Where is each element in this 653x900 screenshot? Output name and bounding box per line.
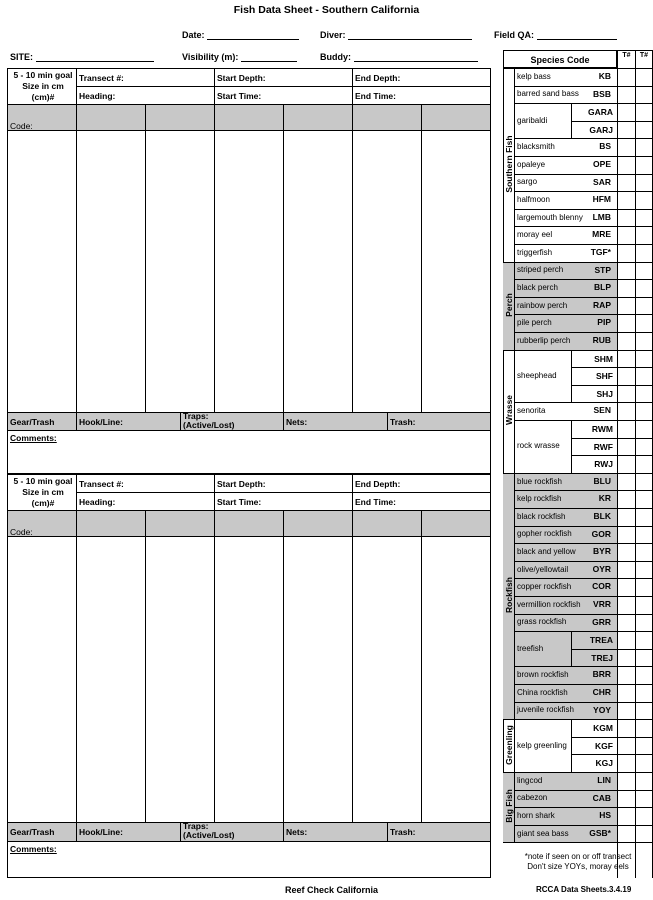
t1-cell[interactable]	[617, 737, 635, 755]
heading-label-1: Heading:	[79, 91, 116, 101]
t1-cell[interactable]	[617, 473, 635, 491]
species-code: BLK	[593, 511, 611, 521]
species-code: STP	[594, 264, 611, 275]
t1-cell[interactable]	[617, 807, 635, 825]
species-code: TREJ	[571, 649, 617, 667]
species-name: cabezon	[517, 793, 548, 803]
t2-cell[interactable]	[635, 262, 653, 280]
t2-cell[interactable]	[635, 420, 653, 438]
species-name: black perch	[517, 282, 558, 292]
species-code: OPE	[593, 159, 611, 169]
species-header-label: Species Code	[530, 55, 590, 65]
footer-org: Reef Check California	[285, 885, 379, 895]
t2-cell[interactable]	[635, 561, 653, 579]
species-code: KGJ	[571, 754, 617, 772]
group-label: Southern Fish	[504, 135, 514, 193]
t2-cell[interactable]	[635, 631, 653, 649]
species-name: black rockfish	[517, 511, 566, 521]
t2-cell[interactable]	[635, 455, 653, 473]
comments-label-2: Comments:	[10, 844, 57, 854]
field-qa-line	[537, 30, 617, 40]
t2-cell[interactable]	[635, 596, 653, 614]
comments-label-1: Comments:	[10, 433, 57, 443]
t1-cell[interactable]	[617, 438, 635, 456]
t2-cell[interactable]	[635, 649, 653, 667]
species-code: MRE	[592, 229, 611, 240]
end-depth-label-2: End Depth:	[355, 479, 401, 489]
t1-cell[interactable]	[617, 402, 635, 420]
species-code: RWF	[571, 438, 617, 456]
t2-cell[interactable]	[635, 367, 653, 385]
species-note	[503, 852, 653, 872]
t2-cell[interactable]	[635, 702, 653, 720]
t2-cell[interactable]	[635, 226, 653, 244]
trash-label-1: Trash:	[390, 417, 416, 427]
nets-label-2: Nets:	[286, 827, 308, 837]
t1-cell[interactable]	[617, 156, 635, 174]
species-name: gopher rockfish	[517, 529, 572, 539]
species-name: treefish	[517, 643, 544, 653]
species-name: blacksmith	[517, 142, 555, 152]
species-row	[515, 420, 571, 473]
species-code: BLU	[593, 475, 611, 486]
species-code: SHJ	[571, 385, 617, 403]
species-code: RWM	[571, 420, 617, 438]
species-code: GRR	[592, 616, 611, 627]
t2-cell[interactable]	[635, 279, 653, 297]
t1-cell[interactable]	[617, 754, 635, 772]
diver-field[interactable]	[320, 30, 472, 40]
t2-cell[interactable]	[635, 578, 653, 596]
t1-cell[interactable]	[617, 226, 635, 244]
t2-cell[interactable]	[635, 737, 653, 755]
t2-cell[interactable]	[635, 614, 653, 632]
t1-cell[interactable]	[617, 420, 635, 438]
t1-cell[interactable]	[617, 561, 635, 579]
t1-cell[interactable]	[617, 138, 635, 156]
field-qa-label: Field QA:	[494, 30, 534, 40]
t1-cell[interactable]	[617, 649, 635, 667]
species-code: GSB*	[589, 827, 611, 838]
species-name: moray eel	[517, 230, 553, 240]
field-qa-field[interactable]	[494, 30, 617, 40]
transect-num-label-2: Transect #:	[79, 479, 124, 489]
species-row	[515, 350, 571, 403]
t2-cell[interactable]	[635, 297, 653, 315]
footer-version: RCCA Data Sheets.3.4.19	[536, 885, 632, 894]
t1-cell[interactable]	[617, 209, 635, 227]
start-depth-label-2: Start Depth:	[217, 479, 266, 489]
date-label: Date:	[182, 30, 205, 40]
hook-line-label-2: Hook/Line:	[79, 827, 123, 837]
species-name: opaleye	[517, 159, 546, 169]
species-name: brown rockfish	[517, 670, 569, 680]
t1-cell[interactable]	[617, 314, 635, 332]
t2-cell[interactable]	[635, 402, 653, 420]
t2-cell[interactable]	[635, 68, 653, 86]
note-line-2: Don't size YOYs, moray eels	[527, 862, 629, 871]
buddy-field[interactable]	[320, 52, 478, 62]
visibility-label: Visibility (m):	[182, 52, 239, 62]
species-name: pile perch	[517, 318, 552, 328]
goal-label-1: 5 - 10 min goal Size in cm (cm)#	[13, 70, 73, 102]
t2-cell[interactable]	[635, 526, 653, 544]
species-code: COR	[592, 581, 611, 592]
species-name: sheephead	[517, 370, 557, 380]
species-row	[515, 631, 571, 666]
t2-cell[interactable]	[635, 438, 653, 456]
t1-cell[interactable]	[617, 508, 635, 526]
goal-label-2: 5 - 10 min goal Size in cm (cm)#	[13, 476, 73, 508]
species-name: barred sand bass	[517, 89, 579, 99]
start-time-label-2: Start Time:	[217, 497, 262, 507]
species-code: VRR	[593, 599, 611, 609]
species-code: TGF*	[590, 247, 611, 257]
t2-cell[interactable]	[635, 244, 653, 262]
t1-cell[interactable]	[617, 332, 635, 350]
t1-cell[interactable]	[617, 121, 635, 139]
heading-label-2: Heading:	[79, 497, 116, 507]
t1-cell[interactable]	[617, 191, 635, 209]
transect-num-label-1: Transect #:	[79, 73, 124, 83]
species-name: garibaldi	[517, 115, 548, 125]
t1-cell[interactable]	[617, 350, 635, 368]
nets-label-1: Nets:	[286, 417, 308, 427]
group-label: Big Fish	[504, 789, 514, 823]
trash-label-2: Trash:	[390, 827, 416, 837]
species-name: kelp greenling	[517, 740, 567, 750]
t2-cell[interactable]	[635, 684, 653, 702]
t1-cell[interactable]	[617, 279, 635, 297]
t2-cell[interactable]	[635, 772, 653, 790]
t2-cell[interactable]	[635, 666, 653, 684]
species-name: striped perch	[517, 265, 564, 275]
species-name: horn shark	[517, 810, 555, 820]
t2-cell[interactable]	[635, 86, 653, 104]
species-name: vermillion rockfish	[517, 599, 581, 609]
species-row	[515, 103, 571, 138]
visibility-field[interactable]	[182, 52, 297, 62]
t1-cell[interactable]	[617, 614, 635, 632]
t1-cell[interactable]	[617, 367, 635, 385]
species-name: giant sea bass	[517, 828, 569, 838]
species-name: China rockfish	[517, 687, 568, 697]
species-code: RAP	[593, 299, 611, 310]
t-header-top	[617, 50, 653, 51]
t2-cell[interactable]	[635, 719, 653, 737]
species-name: lingcod	[517, 775, 543, 785]
species-code: SAR	[593, 176, 611, 187]
t1-column-header: T#	[617, 50, 635, 878]
species-code: PIP	[597, 317, 611, 328]
start-depth-label-1: Start Depth:	[217, 73, 266, 83]
t1-cell[interactable]	[617, 825, 635, 843]
end-time-label-1: End Time:	[355, 91, 396, 101]
t2-cell[interactable]	[635, 209, 653, 227]
t2-cell[interactable]	[635, 138, 653, 156]
species-code: RUB	[592, 335, 611, 345]
species-name: juvenile rockfish	[517, 705, 574, 715]
species-name: triggerfish	[517, 247, 553, 257]
species-name: olive/yellowtail	[517, 564, 569, 574]
species-name: kelp rockfish	[517, 494, 562, 504]
start-time-label-1: Start Time:	[217, 91, 262, 101]
species-code: KB	[598, 71, 611, 81]
t2-cell[interactable]	[635, 508, 653, 526]
t1-cell[interactable]	[617, 86, 635, 104]
species-code: YOY	[593, 704, 611, 715]
t1-cell[interactable]	[617, 244, 635, 262]
gear-trash-label-1: Gear/Trash	[10, 417, 55, 427]
site-line	[36, 52, 154, 62]
t2-cell[interactable]	[635, 473, 653, 491]
diver-label: Diver:	[320, 30, 346, 40]
species-code: LIN	[597, 775, 611, 785]
t1-cell[interactable]	[617, 702, 635, 720]
t1-cell[interactable]	[617, 385, 635, 403]
buddy-line	[354, 52, 478, 62]
t1-cell[interactable]	[617, 174, 635, 192]
t1-cell[interactable]	[617, 666, 635, 684]
sheet-title: Fish Data Sheet - Southern California	[233, 4, 420, 16]
end-time-label-2: End Time:	[355, 497, 396, 507]
t2-cell[interactable]	[635, 754, 653, 772]
t2-cell[interactable]	[635, 332, 653, 350]
t1-cell[interactable]	[617, 684, 635, 702]
species-name: rainbow perch	[517, 300, 568, 310]
t2-cell[interactable]	[635, 156, 653, 174]
group-label: Wrasse	[504, 395, 514, 426]
species-name: kelp bass	[517, 71, 551, 81]
species-code: TREA	[571, 631, 617, 649]
species-code: RWJ	[571, 455, 617, 473]
t2-cell[interactable]	[635, 314, 653, 332]
group-label: Perch	[504, 292, 514, 317]
species-code: BLP	[594, 282, 611, 293]
species-code: SEN	[593, 405, 611, 416]
t2-cell[interactable]	[635, 385, 653, 403]
buddy-label: Buddy:	[320, 52, 351, 62]
t2-cell[interactable]	[635, 121, 653, 139]
species-code: BS	[599, 141, 611, 152]
species-right-border	[617, 68, 618, 842]
species-name: senorita	[517, 406, 546, 416]
note-line-1: *note if seen on or off transect	[524, 852, 632, 861]
species-name: black and yellow	[517, 546, 576, 556]
species-code: BYR	[593, 546, 611, 557]
t2-column-header: T#	[635, 50, 653, 878]
species-code: KR	[598, 493, 611, 504]
hook-line-label-1: Hook/Line:	[79, 417, 123, 427]
t2-cell[interactable]	[635, 191, 653, 209]
species-code: LMB	[592, 211, 611, 222]
t1-cell[interactable]	[617, 543, 635, 561]
t2-cell[interactable]	[635, 103, 653, 121]
visibility-line	[241, 52, 297, 62]
t1-cell[interactable]	[617, 631, 635, 649]
species-code: GOR	[591, 528, 611, 539]
site-label: SITE:	[10, 52, 34, 62]
species-code: GARJ	[571, 121, 617, 139]
species-name: copper rockfish	[517, 582, 572, 592]
species-code: SHM	[571, 350, 617, 368]
t1-cell[interactable]	[617, 262, 635, 280]
t1-cell[interactable]	[617, 490, 635, 508]
species-code: KGM	[571, 719, 617, 737]
t2-cell[interactable]	[635, 807, 653, 825]
t1-cell[interactable]	[617, 455, 635, 473]
t2-cell[interactable]	[635, 543, 653, 561]
t1-cell[interactable]	[617, 578, 635, 596]
species-code: BRR	[592, 669, 611, 680]
species-name: rubberlip perch	[517, 335, 571, 345]
species-code: HFM	[592, 194, 611, 205]
t2-cell[interactable]	[635, 350, 653, 368]
species-code: SHF	[571, 367, 617, 385]
species-bottom-border	[503, 842, 653, 843]
t1-cell[interactable]	[617, 103, 635, 121]
t1-cell[interactable]	[617, 596, 635, 614]
species-name: grass rockfish	[517, 617, 567, 627]
species-name: largemouth blenny	[517, 212, 583, 222]
site-field[interactable]	[10, 52, 154, 62]
species-code: OYR	[592, 563, 611, 574]
code-label-1: Code:	[10, 121, 33, 131]
t1-cell[interactable]	[617, 68, 635, 86]
t2-cell[interactable]	[635, 825, 653, 843]
date-line	[207, 30, 299, 40]
species-code: CAB	[592, 792, 611, 803]
t2-cell[interactable]	[635, 790, 653, 808]
t1-cell[interactable]	[617, 297, 635, 315]
species-code: GARA	[571, 103, 617, 121]
t2-cell[interactable]	[635, 490, 653, 508]
t2-cell[interactable]	[635, 174, 653, 192]
code-label-2: Code:	[10, 527, 33, 537]
date-field[interactable]	[182, 30, 299, 40]
species-name: blue rockfish	[517, 476, 562, 486]
t1-cell[interactable]	[617, 790, 635, 808]
traps-label-2: Traps: (Active/Lost)	[183, 821, 235, 840]
t1-cell[interactable]	[617, 526, 635, 544]
diver-line	[348, 30, 472, 40]
species-name: sargo	[517, 177, 538, 187]
species-code: HS	[599, 810, 611, 821]
species-name: halfmoon	[517, 194, 550, 204]
group-label: Greenling	[504, 724, 514, 765]
traps-label-1: Traps: (Active/Lost)	[183, 411, 235, 430]
group-label: Rockfish	[504, 577, 514, 613]
end-depth-label-1: End Depth:	[355, 73, 401, 83]
t1-cell[interactable]	[617, 772, 635, 790]
species-name: rock wrasse	[517, 441, 560, 451]
t1-cell[interactable]	[617, 719, 635, 737]
gear-trash-label-2: Gear/Trash	[10, 827, 55, 837]
species-code: BSB	[593, 88, 611, 99]
species-code: CHR	[592, 687, 611, 697]
species-code: KGF	[571, 737, 617, 755]
species-row	[515, 719, 571, 772]
